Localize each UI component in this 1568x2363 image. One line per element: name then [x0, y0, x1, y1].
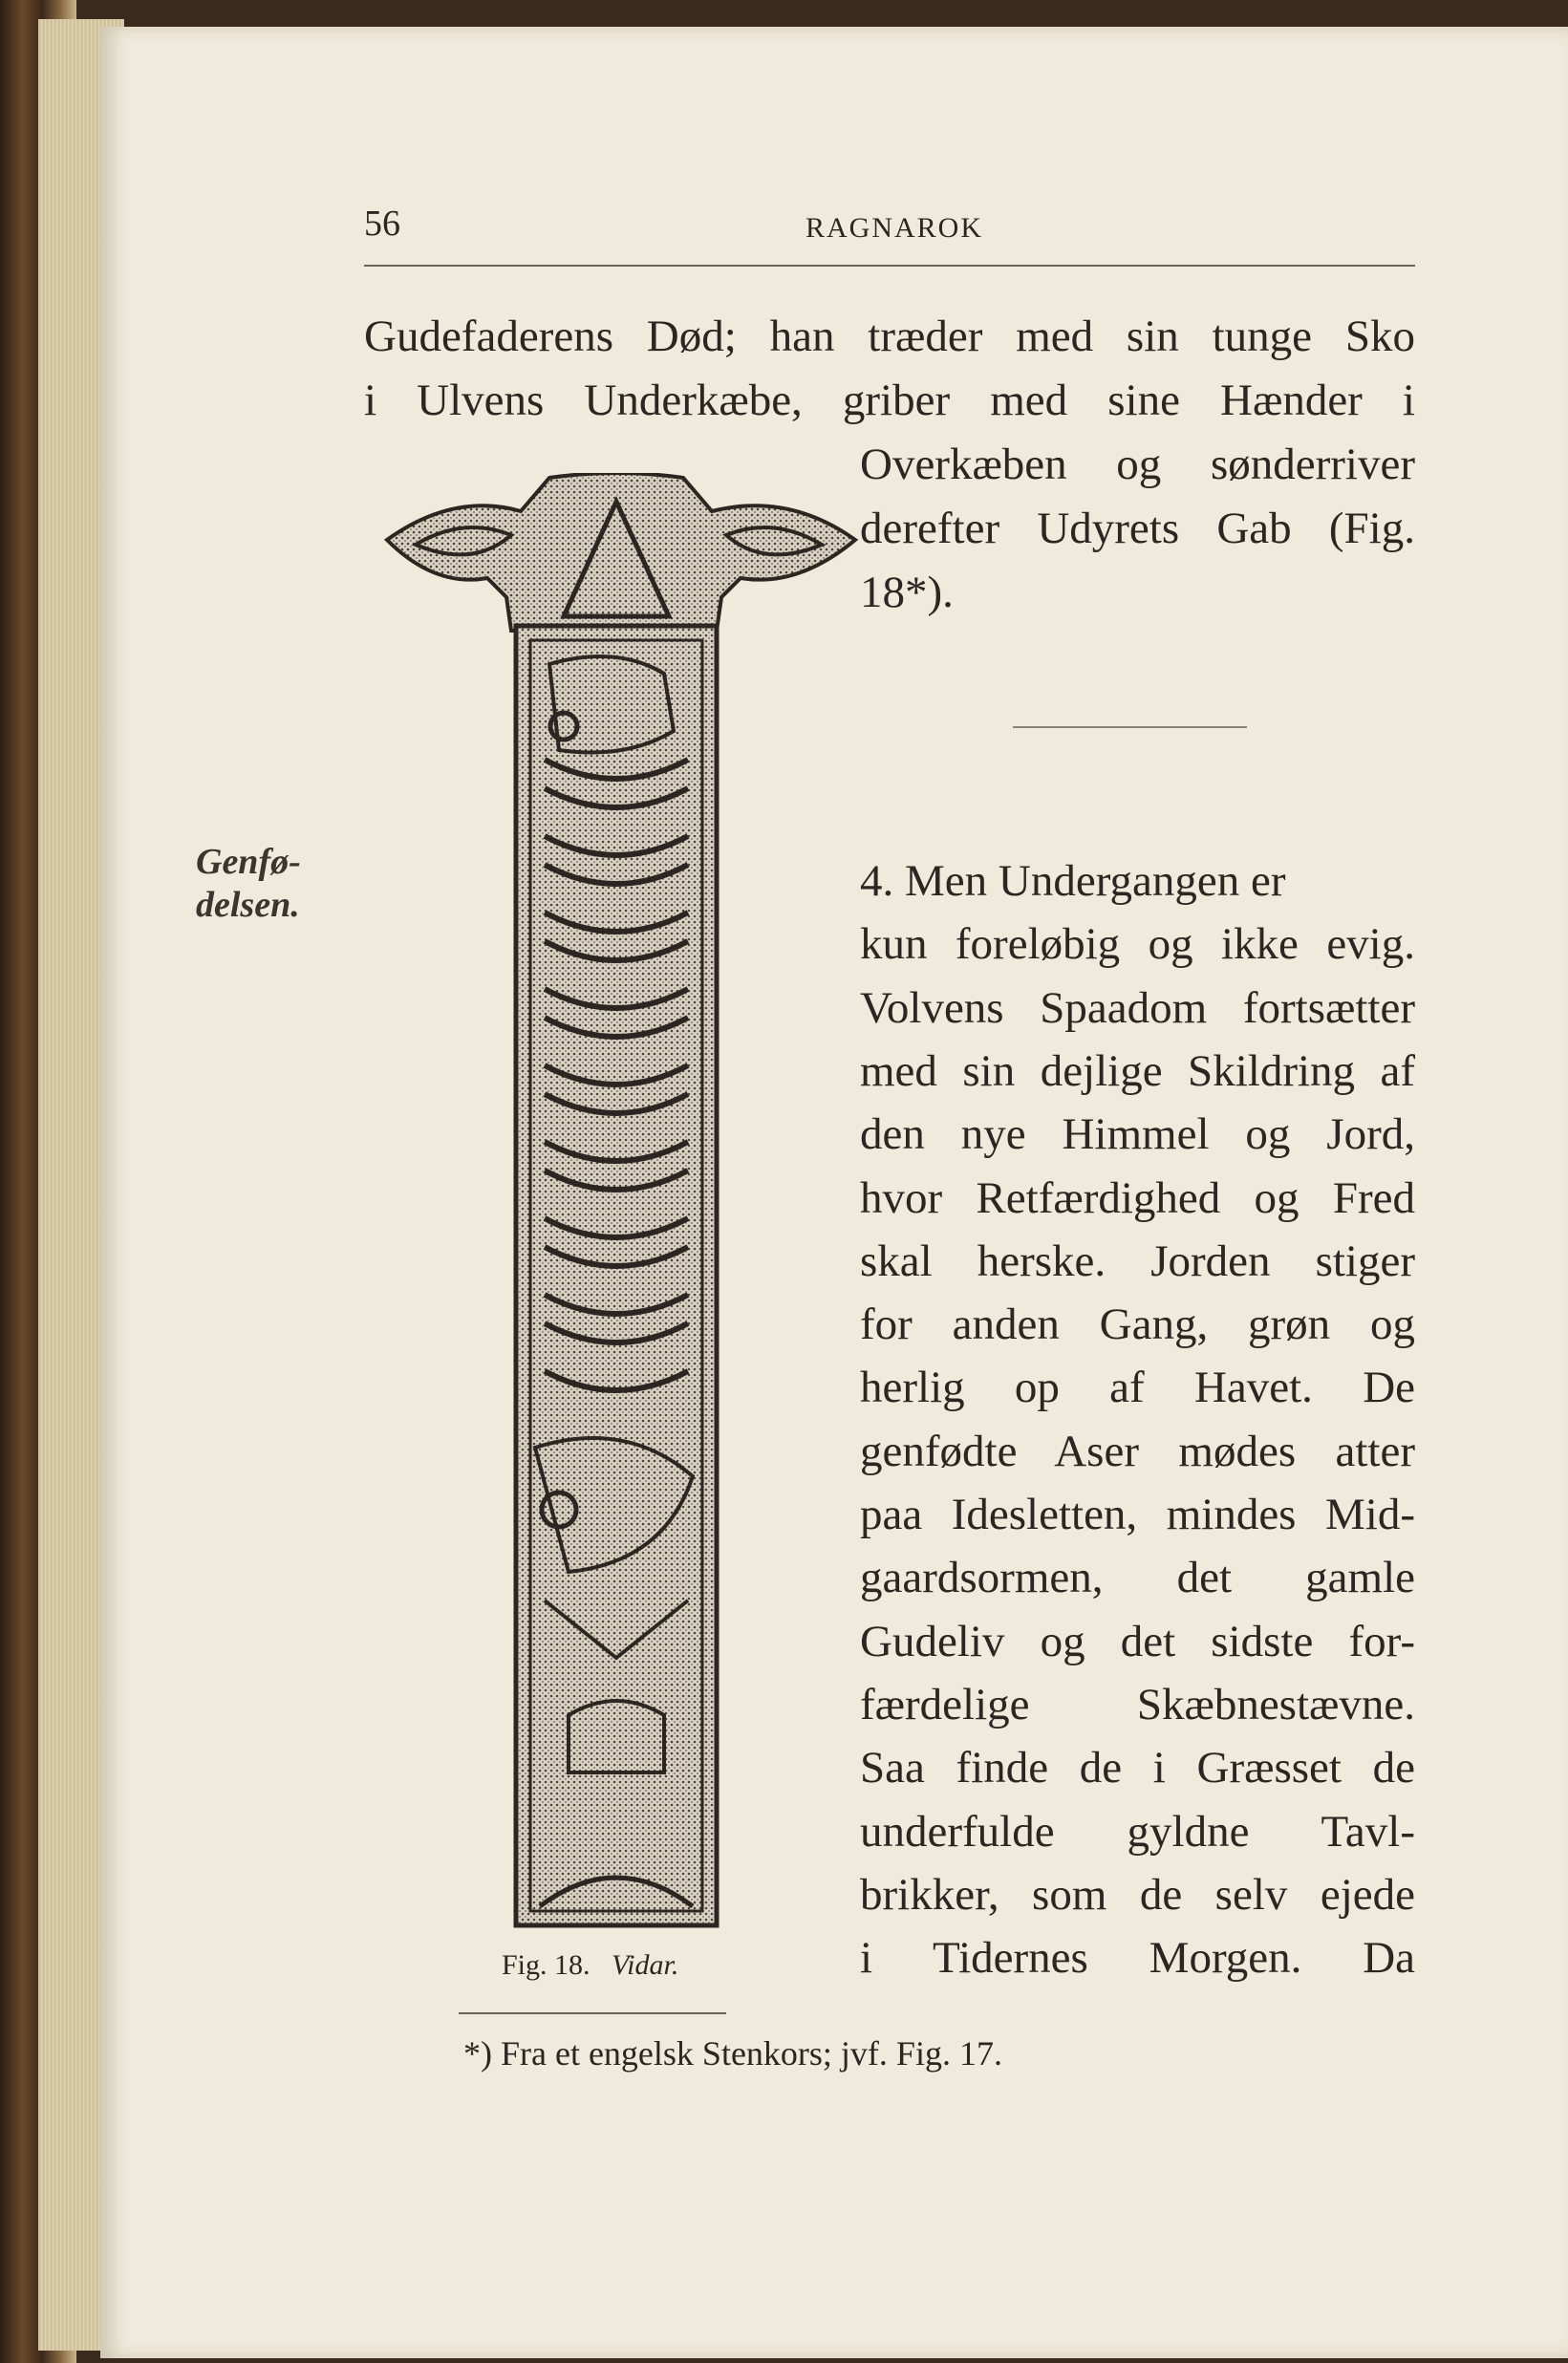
figure-title: Vidar.: [612, 1949, 679, 1981]
paragraph-line: færdelige Skæbnestævne.: [860, 1679, 1415, 1729]
paragraph-line: gaardsormen, det gamle: [860, 1553, 1415, 1603]
paragraph-line: 4. Men Undergangen er: [860, 856, 1286, 906]
paragraph-line: hvor Retfærdighed og Fred: [860, 1172, 1415, 1223]
paragraph-line: brikker, som de selv ejede: [860, 1869, 1415, 1920]
text-line-3: Overkæben og sønderriver: [860, 440, 1415, 489]
paragraph-line: underfulde gyldne Tavl-: [860, 1806, 1415, 1857]
vidar-cross-figure: [377, 473, 860, 1940]
page-number: 56: [364, 204, 400, 244]
paragraph-line: paa Idesletten, mindes Mid-: [860, 1490, 1415, 1539]
running-title: RAGNAROK: [805, 212, 984, 244]
figure-label: Fig. 18.: [502, 1949, 591, 1981]
sidenote-line-1: Genfø-: [196, 842, 301, 882]
paragraph-line: Volvens Spaadom fortsætter: [860, 982, 1415, 1033]
section-rule: [1013, 726, 1247, 728]
paragraph-line: i Tidernes Morgen. Da: [860, 1933, 1415, 1984]
footnote: *) Fra et engelsk Stenkors; jvf. Fig. 17.: [463, 2034, 1002, 2073]
text-line-2: i Ulvens Underkæbe, griber med sine Hænder i: [364, 376, 1415, 425]
header-rule: [364, 265, 1415, 267]
paragraph-line: skal herske. Jorden stiger: [860, 1235, 1415, 1286]
paragraph-line: herlig op af Havet. De: [860, 1363, 1415, 1413]
paragraph-line: Saa finde de i Græsset de: [860, 1743, 1415, 1794]
paragraph-line: med sin dejlige Skildring af: [860, 1045, 1415, 1096]
sidenote-line-2: delsen.: [196, 885, 300, 925]
footnote-rule: [459, 2012, 726, 2014]
text-line-4: derefter Udyrets Gab (Fig.: [860, 504, 1415, 553]
paragraph-line: Gudeliv og det sidste for-: [860, 1616, 1415, 1666]
paragraph-line: kun foreløbig og ikke evig.: [860, 919, 1415, 970]
paragraph-line: den nye Himmel og Jord,: [860, 1109, 1415, 1160]
figure-caption: [502, 1949, 678, 1982]
text-line-5: 18*).: [860, 568, 954, 617]
text-line-1: Gudefaderens Død; han træder med sin tunge Sko: [364, 311, 1415, 361]
paragraph-line: for anden Gang, grøn og: [860, 1300, 1415, 1350]
paragraph-line: genfødte Aser mødes atter: [860, 1426, 1415, 1476]
